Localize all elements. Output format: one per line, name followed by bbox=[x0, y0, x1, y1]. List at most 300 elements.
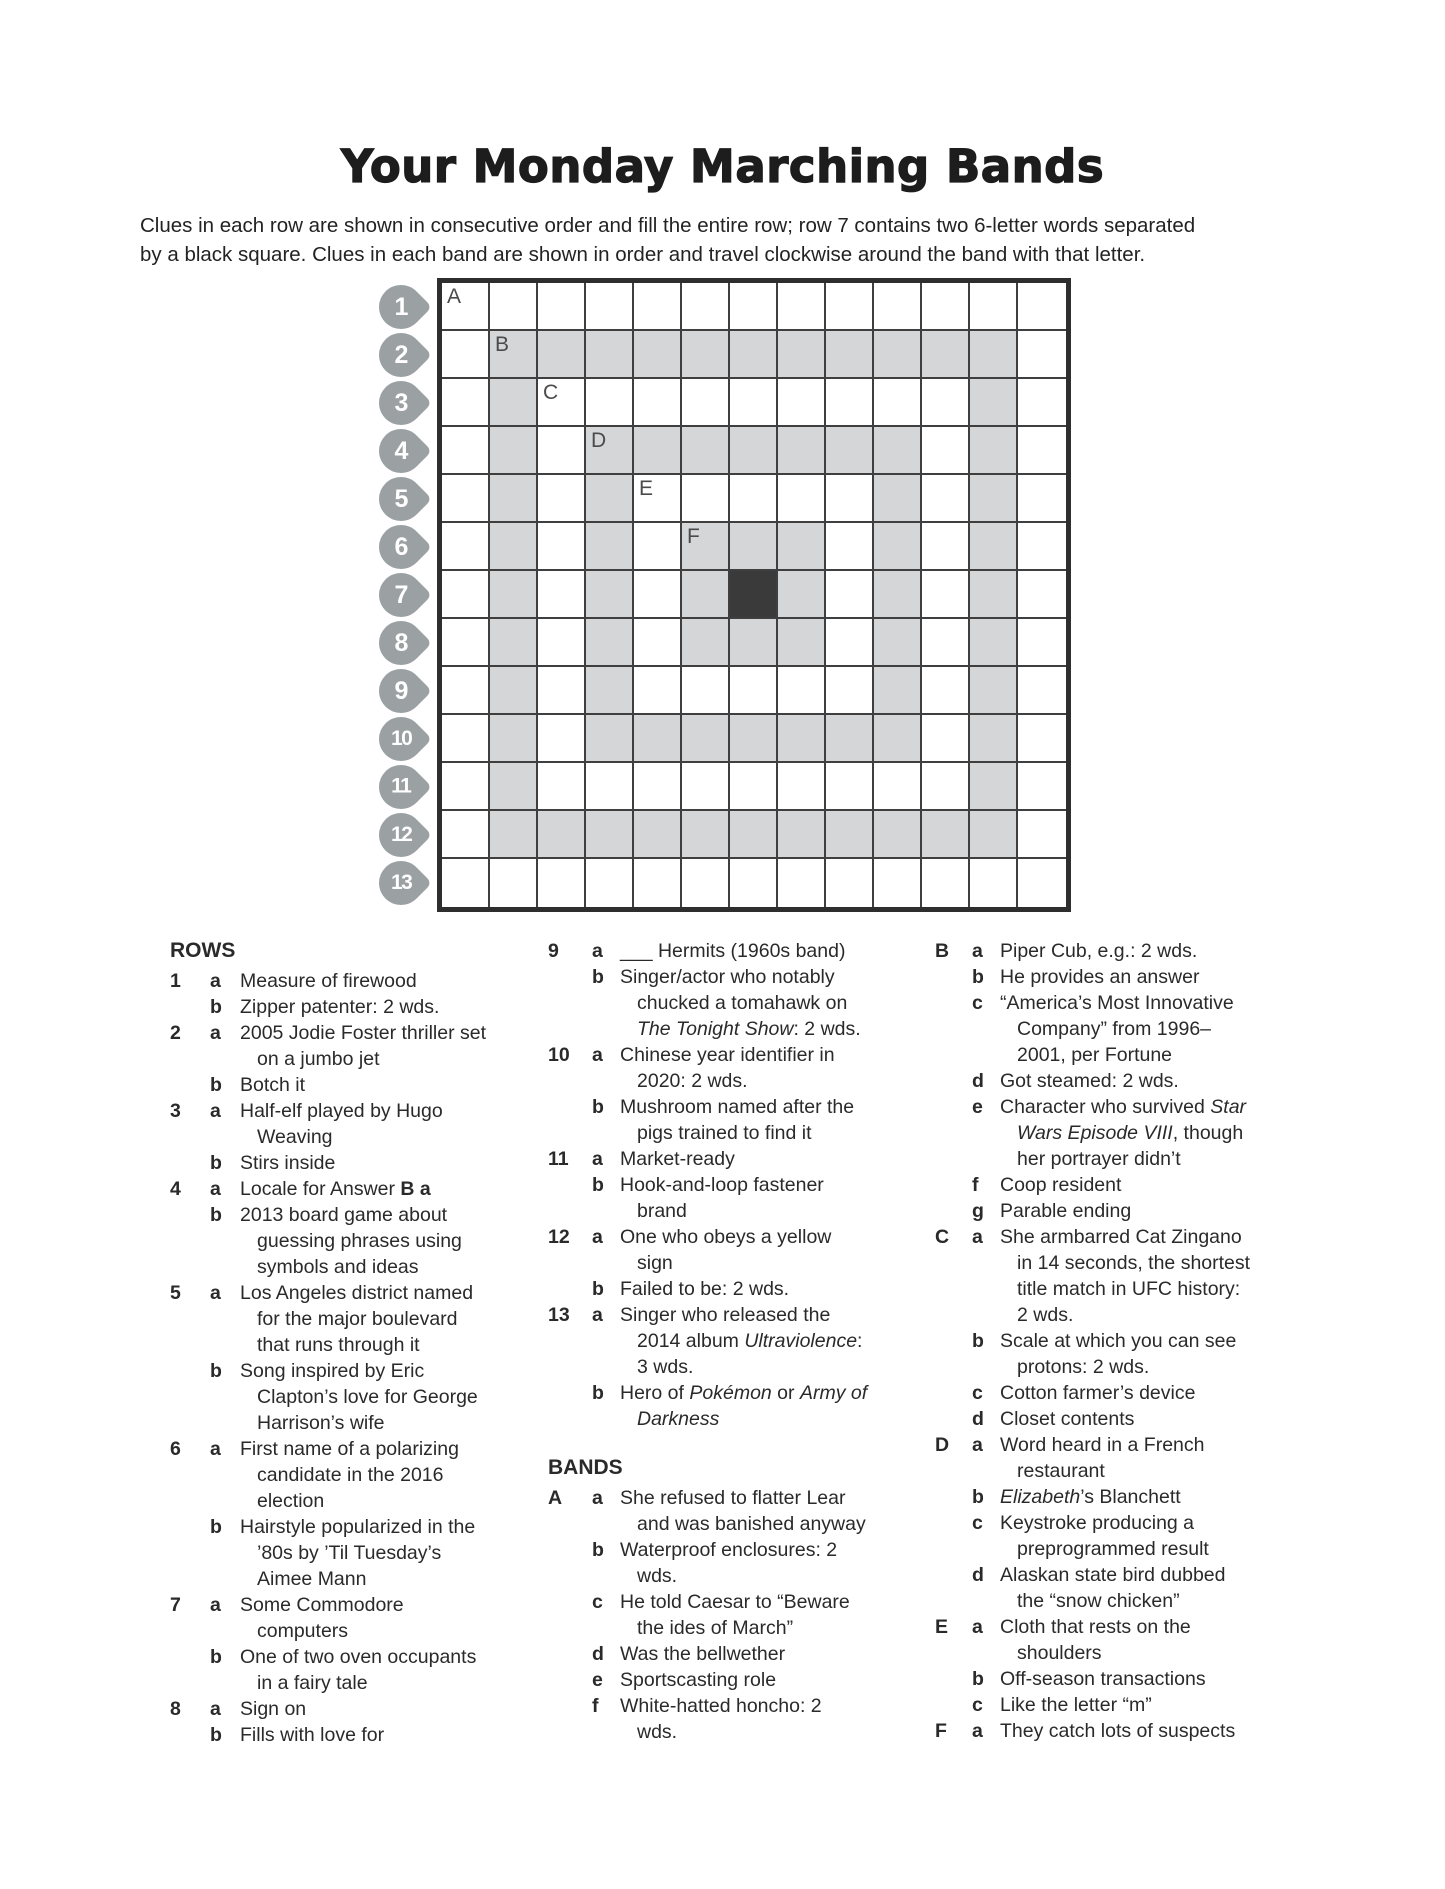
grid-cell[interactable] bbox=[922, 859, 970, 907]
row-number: 9 bbox=[394, 676, 408, 705]
grid-cell[interactable] bbox=[730, 283, 778, 331]
grid-cell[interactable] bbox=[826, 523, 874, 571]
grid-cell[interactable] bbox=[442, 763, 490, 811]
grid-cell[interactable] bbox=[778, 859, 826, 907]
grid-cell[interactable] bbox=[682, 763, 730, 811]
grid-cell[interactable] bbox=[634, 619, 682, 667]
clue-letter: e bbox=[972, 1096, 983, 1118]
grid-cell[interactable] bbox=[1018, 331, 1066, 379]
grid-cell[interactable] bbox=[874, 619, 922, 667]
clue-text: Closet contents bbox=[1000, 1408, 1135, 1430]
clue-letter: b bbox=[210, 1360, 222, 1382]
grid-cell[interactable] bbox=[826, 619, 874, 667]
grid-cell[interactable] bbox=[586, 427, 634, 475]
grid-cell[interactable] bbox=[490, 331, 538, 379]
row-number: 10 bbox=[390, 726, 412, 750]
black-square bbox=[730, 571, 778, 619]
clue-text: Word heard in a French restaurant bbox=[1000, 1434, 1205, 1482]
grid-cell[interactable] bbox=[442, 283, 490, 331]
grid-cell[interactable] bbox=[634, 811, 682, 859]
grid-cell[interactable] bbox=[778, 571, 826, 619]
grid-cell[interactable] bbox=[970, 763, 1018, 811]
grid-cell[interactable] bbox=[634, 763, 682, 811]
clue-number bbox=[548, 1667, 592, 1693]
clue-number: 9 bbox=[548, 940, 559, 962]
grid-cell[interactable] bbox=[970, 667, 1018, 715]
grid-cell[interactable] bbox=[586, 475, 634, 523]
clue-letter: b bbox=[210, 1724, 222, 1746]
grid-cell[interactable] bbox=[538, 763, 586, 811]
clue bbox=[935, 1328, 1265, 1380]
clue-number: A bbox=[548, 1487, 563, 1509]
grid-cell[interactable] bbox=[490, 475, 538, 523]
clue bbox=[548, 1380, 908, 1432]
clue-number bbox=[548, 1537, 592, 1589]
clue-text: Mushroom named after the pigs trained to find it bbox=[620, 1096, 855, 1144]
grid-cell[interactable] bbox=[490, 859, 538, 907]
clue-letter: b bbox=[592, 966, 604, 988]
row-number-pin-13 bbox=[370, 852, 432, 914]
clue-text: One who obeys a yellow sign bbox=[620, 1226, 832, 1274]
clue-number bbox=[548, 1641, 592, 1667]
grid-cell[interactable] bbox=[538, 571, 586, 619]
grid-cell[interactable] bbox=[1018, 667, 1066, 715]
clue bbox=[170, 1176, 515, 1202]
grid-cell[interactable] bbox=[922, 811, 970, 859]
grid-cell[interactable] bbox=[970, 619, 1018, 667]
grid-cell[interactable] bbox=[730, 523, 778, 571]
grid-cell[interactable] bbox=[730, 811, 778, 859]
clue-number bbox=[935, 1198, 972, 1224]
grid-cell[interactable] bbox=[730, 427, 778, 475]
grid-cell[interactable] bbox=[442, 427, 490, 475]
clue bbox=[935, 1068, 1265, 1094]
clue bbox=[548, 1485, 908, 1537]
clue-number: 7 bbox=[170, 1594, 181, 1616]
grid-cell[interactable] bbox=[490, 667, 538, 715]
grid-cell[interactable] bbox=[634, 283, 682, 331]
grid-cell[interactable] bbox=[490, 523, 538, 571]
clue bbox=[935, 1666, 1265, 1692]
puzzle-grid bbox=[437, 278, 1071, 912]
grid-cell[interactable] bbox=[538, 715, 586, 763]
clue-number: 11 bbox=[548, 1148, 569, 1170]
grid-cell[interactable] bbox=[682, 811, 730, 859]
clue-letter: b bbox=[210, 1646, 222, 1668]
clue-text: She armbarred Cat Zingano in 14 seconds, the shortest title match in UFC history: 2 wds. bbox=[1000, 1226, 1251, 1326]
clue-letter: a bbox=[210, 970, 221, 992]
grid-cell[interactable] bbox=[538, 475, 586, 523]
grid-cell[interactable] bbox=[682, 859, 730, 907]
grid-cell[interactable] bbox=[874, 571, 922, 619]
row-number: 8 bbox=[394, 628, 408, 657]
grid-cell[interactable] bbox=[1018, 811, 1066, 859]
clue-letter: b bbox=[210, 1152, 222, 1174]
grid-cell[interactable] bbox=[970, 859, 1018, 907]
grid-cell[interactable] bbox=[970, 811, 1018, 859]
grid-cell[interactable] bbox=[970, 331, 1018, 379]
clue-letter: d bbox=[972, 1564, 984, 1586]
clue-text: First name of a polarizing candidate in the 2016 election bbox=[240, 1438, 459, 1512]
clue-number bbox=[170, 994, 210, 1020]
grid-cell[interactable] bbox=[922, 523, 970, 571]
grid-cell[interactable] bbox=[682, 331, 730, 379]
clue-letter: b bbox=[972, 966, 984, 988]
grid-cell[interactable] bbox=[922, 571, 970, 619]
clue-letter: b bbox=[592, 1278, 604, 1300]
clue-number bbox=[935, 1172, 972, 1198]
grid-cell[interactable] bbox=[586, 811, 634, 859]
clue-text: Waterproof enclosures: 2 wds. bbox=[620, 1539, 838, 1587]
grid-cell[interactable] bbox=[970, 475, 1018, 523]
grid-cell[interactable] bbox=[538, 667, 586, 715]
grid-cell[interactable] bbox=[730, 667, 778, 715]
grid-cell[interactable] bbox=[586, 667, 634, 715]
clue-text: They catch lots of suspects bbox=[1000, 1720, 1236, 1742]
grid-cell[interactable] bbox=[874, 811, 922, 859]
grid-cell[interactable] bbox=[874, 475, 922, 523]
grid-cell[interactable] bbox=[874, 427, 922, 475]
grid-cell[interactable] bbox=[634, 523, 682, 571]
grid-cell[interactable] bbox=[826, 571, 874, 619]
band-label-D: D bbox=[591, 429, 607, 452]
grid-cell[interactable] bbox=[682, 571, 730, 619]
grid-cell[interactable] bbox=[442, 811, 490, 859]
clue-letter: f bbox=[592, 1695, 599, 1717]
grid-cell[interactable] bbox=[490, 427, 538, 475]
grid-cell[interactable] bbox=[442, 571, 490, 619]
clue-number bbox=[935, 964, 972, 990]
clue-text: Zipper patenter: 2 wds. bbox=[240, 996, 440, 1018]
grid-cell[interactable] bbox=[682, 715, 730, 763]
grid-cell[interactable] bbox=[538, 283, 586, 331]
clue-text: Failed to be: 2 wds. bbox=[620, 1278, 790, 1300]
grid-cell[interactable] bbox=[778, 715, 826, 763]
clue-text: Like the letter “m” bbox=[1000, 1694, 1152, 1716]
row-number: 1 bbox=[394, 292, 408, 321]
grid-cell[interactable] bbox=[922, 427, 970, 475]
grid-cell[interactable] bbox=[826, 379, 874, 427]
clue-number: 3 bbox=[170, 1100, 181, 1122]
clue-letter: c bbox=[972, 1382, 983, 1404]
clue-letter: c bbox=[972, 1512, 983, 1534]
clue bbox=[935, 1224, 1265, 1328]
grid-cell[interactable] bbox=[826, 811, 874, 859]
grid-cell[interactable] bbox=[682, 667, 730, 715]
clue-letter: a bbox=[972, 1226, 983, 1248]
grid-cell[interactable] bbox=[490, 811, 538, 859]
clue-text: Half-elf played by Hugo Weaving bbox=[240, 1100, 443, 1148]
grid-cell[interactable] bbox=[778, 667, 826, 715]
grid-cell[interactable] bbox=[682, 427, 730, 475]
clue-text: Sportscasting role bbox=[620, 1669, 777, 1691]
clue bbox=[548, 1276, 908, 1302]
clue-letter: a bbox=[592, 940, 603, 962]
clue-text: One of two oven occupants in a fairy tale bbox=[240, 1646, 477, 1694]
grid-cell[interactable] bbox=[874, 763, 922, 811]
clue-number: D bbox=[935, 1434, 950, 1456]
grid-cell[interactable] bbox=[874, 667, 922, 715]
grid-cell[interactable] bbox=[490, 619, 538, 667]
grid-cell[interactable] bbox=[874, 283, 922, 331]
grid-cell[interactable] bbox=[970, 715, 1018, 763]
grid-cell[interactable] bbox=[874, 715, 922, 763]
clue bbox=[170, 1644, 515, 1696]
grid-cell[interactable] bbox=[730, 763, 778, 811]
clue-text: 2013 board game about guessing phrases using symbols and ideas bbox=[240, 1204, 462, 1278]
grid-cell[interactable] bbox=[970, 523, 1018, 571]
grid-cell[interactable] bbox=[730, 619, 778, 667]
grid-cell[interactable] bbox=[634, 571, 682, 619]
clue-letter: a bbox=[592, 1148, 603, 1170]
clue bbox=[935, 1380, 1265, 1406]
clue-letter: b bbox=[210, 1516, 222, 1538]
clue bbox=[935, 1198, 1265, 1224]
clue-letter: a bbox=[210, 1438, 221, 1460]
grid-cell[interactable] bbox=[634, 427, 682, 475]
clue-letter: e bbox=[592, 1669, 603, 1691]
grid-cell[interactable] bbox=[826, 427, 874, 475]
clue-number: E bbox=[935, 1616, 949, 1638]
grid-cell[interactable] bbox=[1018, 715, 1066, 763]
grid-cell[interactable] bbox=[442, 331, 490, 379]
grid-cell[interactable] bbox=[922, 763, 970, 811]
grid-cell[interactable] bbox=[922, 715, 970, 763]
grid-cell[interactable] bbox=[826, 475, 874, 523]
clue-text: Off-season transactions bbox=[1000, 1668, 1206, 1690]
grid-cell[interactable] bbox=[922, 619, 970, 667]
grid-cell[interactable] bbox=[442, 619, 490, 667]
clue-number bbox=[170, 1514, 210, 1592]
clue-letter: a bbox=[210, 1282, 221, 1304]
clues-section-header-rows: ROWS bbox=[170, 939, 236, 962]
grid-cell[interactable] bbox=[874, 379, 922, 427]
grid-cell[interactable] bbox=[1018, 619, 1066, 667]
clue-number bbox=[170, 1644, 210, 1696]
clue bbox=[935, 1406, 1265, 1432]
clue bbox=[548, 1589, 908, 1641]
clue-text: Los Angeles district named for the major boulevard that runs through it bbox=[240, 1282, 474, 1356]
grid-cell[interactable] bbox=[538, 619, 586, 667]
grid-cell[interactable] bbox=[538, 331, 586, 379]
grid-cell[interactable] bbox=[634, 331, 682, 379]
grid-cell[interactable] bbox=[1018, 523, 1066, 571]
grid-cell[interactable] bbox=[538, 859, 586, 907]
grid-cell[interactable] bbox=[874, 331, 922, 379]
grid-cell[interactable] bbox=[826, 331, 874, 379]
grid-cell[interactable] bbox=[778, 475, 826, 523]
clue bbox=[548, 1667, 908, 1693]
clue bbox=[548, 1146, 908, 1172]
grid-cell[interactable] bbox=[682, 475, 730, 523]
grid-cell[interactable] bbox=[922, 331, 970, 379]
clue-text: Got steamed: 2 wds. bbox=[1000, 1070, 1179, 1092]
clue-letter: a bbox=[972, 940, 983, 962]
clue-number: 2 bbox=[170, 1022, 181, 1044]
grid-cell[interactable] bbox=[682, 619, 730, 667]
grid-cell[interactable] bbox=[778, 763, 826, 811]
clue-letter: b bbox=[592, 1382, 604, 1404]
clue-number: F bbox=[935, 1720, 947, 1742]
grid-cell[interactable] bbox=[442, 715, 490, 763]
grid-cell[interactable] bbox=[778, 811, 826, 859]
clue-number: B bbox=[935, 940, 950, 962]
clue-text: Was the bellwether bbox=[620, 1643, 786, 1665]
clue-number: 13 bbox=[548, 1304, 570, 1326]
grid-cell[interactable] bbox=[634, 715, 682, 763]
grid-cell[interactable] bbox=[634, 379, 682, 427]
grid-cell[interactable] bbox=[970, 379, 1018, 427]
grid-cell[interactable] bbox=[730, 475, 778, 523]
row-number: 12 bbox=[390, 822, 412, 846]
grid-cell[interactable] bbox=[1018, 283, 1066, 331]
grid-cell[interactable] bbox=[778, 523, 826, 571]
grid-cell[interactable] bbox=[442, 859, 490, 907]
row-number-pin-1 bbox=[370, 276, 432, 338]
grid-cell[interactable] bbox=[634, 667, 682, 715]
row-number-pin-6 bbox=[370, 516, 432, 578]
grid-cell[interactable] bbox=[490, 763, 538, 811]
grid-cell[interactable] bbox=[922, 667, 970, 715]
instructions-line: Clues in each row are shown in consecutive order and fill the entire row; row 7 contains two 6-letter words separated bbox=[140, 214, 1196, 237]
grid-cell[interactable] bbox=[778, 331, 826, 379]
grid-cell[interactable] bbox=[442, 667, 490, 715]
grid-cell[interactable] bbox=[970, 571, 1018, 619]
clue-text: Locale for Answer B a bbox=[240, 1178, 431, 1200]
grid-cell[interactable] bbox=[730, 379, 778, 427]
clue-column-3 bbox=[935, 938, 1265, 1744]
grid-cell[interactable] bbox=[442, 475, 490, 523]
grid-cell[interactable] bbox=[586, 331, 634, 379]
clue-letter: c bbox=[592, 1591, 603, 1613]
grid-cell[interactable] bbox=[586, 283, 634, 331]
grid-cell[interactable] bbox=[442, 379, 490, 427]
clue-text: 2005 Jodie Foster thriller set on a jumbo jet bbox=[240, 1022, 487, 1070]
clue-letter: a bbox=[592, 1226, 603, 1248]
grid-cell[interactable] bbox=[634, 475, 682, 523]
grid-cell[interactable] bbox=[586, 763, 634, 811]
grid-cell[interactable] bbox=[1018, 379, 1066, 427]
grid-cell[interactable] bbox=[538, 523, 586, 571]
grid-cell[interactable] bbox=[1018, 475, 1066, 523]
grid-cell[interactable] bbox=[778, 379, 826, 427]
grid-cell[interactable] bbox=[490, 283, 538, 331]
clue bbox=[170, 994, 515, 1020]
grid-cell[interactable] bbox=[442, 523, 490, 571]
grid-cell[interactable] bbox=[730, 331, 778, 379]
grid-cell[interactable] bbox=[826, 859, 874, 907]
grid-cell[interactable] bbox=[778, 427, 826, 475]
clue bbox=[170, 1098, 515, 1150]
row-number-pin-12 bbox=[370, 804, 432, 866]
grid-cell[interactable] bbox=[682, 283, 730, 331]
clue-number bbox=[935, 1692, 972, 1718]
clue bbox=[935, 938, 1265, 964]
clue-text: He told Caesar to “Beware the ides of March” bbox=[620, 1591, 850, 1639]
clue-number bbox=[170, 1722, 210, 1748]
clue-letter: b bbox=[592, 1096, 604, 1118]
grid-cell[interactable] bbox=[586, 523, 634, 571]
grid-cell[interactable] bbox=[826, 283, 874, 331]
clue-number bbox=[548, 1589, 592, 1641]
clue-text: Alaskan state bird dubbed the “snow chicken” bbox=[1000, 1564, 1226, 1612]
clue bbox=[548, 1693, 908, 1745]
grid-cell[interactable] bbox=[826, 763, 874, 811]
clue bbox=[935, 1510, 1265, 1562]
clue bbox=[548, 938, 908, 964]
row-number-pin-7 bbox=[370, 564, 432, 626]
grid-cell[interactable] bbox=[778, 283, 826, 331]
grid-cell[interactable] bbox=[1018, 571, 1066, 619]
grid-cell[interactable] bbox=[922, 475, 970, 523]
grid-cell[interactable] bbox=[730, 859, 778, 907]
clue-number bbox=[548, 1094, 592, 1146]
clue bbox=[935, 1692, 1265, 1718]
grid-cell[interactable] bbox=[1018, 427, 1066, 475]
grid-cell[interactable] bbox=[826, 715, 874, 763]
band-label-E: E bbox=[639, 477, 654, 500]
grid-cell[interactable] bbox=[490, 715, 538, 763]
clue-letter: f bbox=[972, 1174, 979, 1196]
grid-cell[interactable] bbox=[874, 859, 922, 907]
clue bbox=[548, 1537, 908, 1589]
grid-cell[interactable] bbox=[538, 811, 586, 859]
row-number: 11 bbox=[391, 774, 411, 798]
clue-text: Measure of firewood bbox=[240, 970, 417, 992]
clue bbox=[935, 1484, 1265, 1510]
grid-cell[interactable] bbox=[826, 667, 874, 715]
grid-cell[interactable] bbox=[1018, 763, 1066, 811]
grid-cell[interactable] bbox=[586, 379, 634, 427]
grid-cell[interactable] bbox=[538, 379, 586, 427]
clue-column-2 bbox=[548, 938, 908, 1745]
clue-letter: b bbox=[210, 1204, 222, 1226]
grid-cell[interactable] bbox=[874, 523, 922, 571]
grid-cell[interactable] bbox=[586, 619, 634, 667]
clue bbox=[170, 1722, 515, 1748]
clue-text: Singer who released the 2014 album Ultraviolence: 3 wds. bbox=[620, 1304, 863, 1378]
grid-cell[interactable] bbox=[1018, 859, 1066, 907]
grid-cell[interactable] bbox=[586, 859, 634, 907]
clue-text: Chinese year identifier in 2020: 2 wds. bbox=[620, 1044, 835, 1092]
grid-cell[interactable] bbox=[490, 571, 538, 619]
clue-text: Hero of Pokémon or Army of Darkness bbox=[620, 1382, 868, 1430]
grid-cell[interactable] bbox=[970, 427, 1018, 475]
clue-letter: c bbox=[972, 992, 983, 1014]
grid-cell[interactable] bbox=[730, 715, 778, 763]
grid-cell[interactable] bbox=[682, 523, 730, 571]
grid-cell[interactable] bbox=[922, 379, 970, 427]
clue-text: White-hatted honcho: 2 wds. bbox=[620, 1695, 822, 1743]
clue bbox=[548, 1641, 908, 1667]
grid-cell[interactable] bbox=[586, 571, 634, 619]
row-number: 7 bbox=[394, 580, 408, 609]
grid-cell[interactable] bbox=[778, 619, 826, 667]
grid-cell[interactable] bbox=[970, 283, 1018, 331]
grid-cell[interactable] bbox=[922, 283, 970, 331]
clues-section-header-bands: BANDS bbox=[548, 1456, 623, 1479]
clue-letter: a bbox=[210, 1698, 221, 1720]
grid-cell[interactable] bbox=[490, 379, 538, 427]
clue-letter: a bbox=[592, 1487, 603, 1509]
grid-cell[interactable] bbox=[682, 379, 730, 427]
clue bbox=[935, 1172, 1265, 1198]
clue-number: 12 bbox=[548, 1226, 570, 1248]
grid-cell[interactable] bbox=[586, 715, 634, 763]
grid-cell[interactable] bbox=[634, 859, 682, 907]
clue-text: Song inspired by Eric Clapton’s love for George Harrison’s wife bbox=[240, 1360, 478, 1434]
grid-cell[interactable] bbox=[538, 427, 586, 475]
